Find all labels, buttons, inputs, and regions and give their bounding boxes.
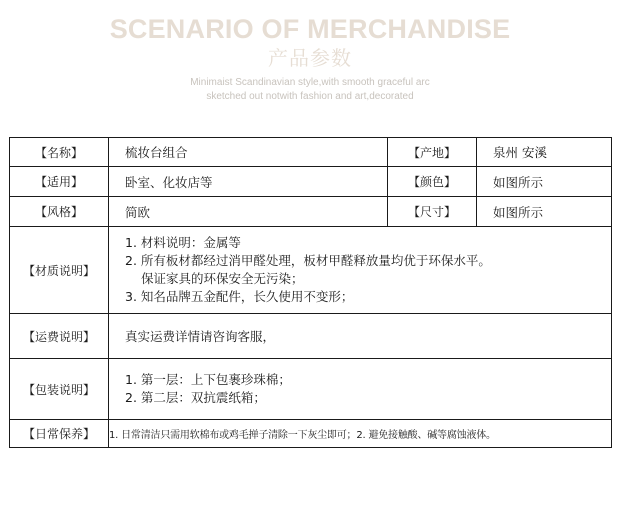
material-lines [109,234,611,306]
color-label: 【颜色】 [388,167,477,197]
package-lines [109,371,611,407]
size-value: 如图所示 [477,197,612,227]
material-label: 【材质说明】 [10,227,109,314]
package-line-2: 2. 第二层：双抗震纸箱； [125,390,266,405]
product-spec-table [9,137,612,448]
header-subtitle: 产品参数 [268,46,352,70]
table-row-material [10,227,612,314]
style-label: 【风格】 [10,197,109,227]
origin-value: 泉州 安溪 [477,138,612,167]
table-row-package [10,359,612,420]
care-label: 【日常保养】 [10,420,109,448]
size-label: 【尺寸】 [388,197,477,227]
table-row-style [10,197,612,227]
table-row-care [10,420,612,448]
shipping-label: 【运费说明】 [10,314,109,359]
table-row-usage [10,167,612,197]
usage-value: 卧室、化妆店等 [109,167,388,197]
table-row-shipping [10,314,612,359]
name-value: 梳妆台组合 [109,138,388,167]
package-label: 【包装说明】 [10,359,109,420]
usage-label: 【适用】 [10,167,109,197]
package-value [109,359,612,420]
style-value: 简欧 [109,197,388,227]
shipping-value: 真实运费详情请咨询客服， [109,314,612,359]
table-row-name [10,138,612,167]
header-description-line-1: Minimaist Scandinavian style,with smooth graceful arc [190,77,430,88]
care-value: 1. 日常清洁只需用软棉布或鸡毛掸子清除一下灰尘即可；2. 避免接触酸、碱等腐蚀液体。 [109,420,612,448]
material-value [109,227,612,314]
material-line-4: 3. 知名品牌五金配件，长久使用不变形； [125,289,354,304]
origin-label: 【产地】 [388,138,477,167]
material-line-2: 2. 所有板材都经过消甲醛处理，板材甲醛释放量均优于环保水平。 [125,253,491,268]
color-value: 如图所示 [477,167,612,197]
material-line-3: 保证家具的环保安全无污染； [141,271,304,286]
material-line-1: 1. 材料说明：金属等 [125,235,241,250]
header-title: SCENARIO OF MERCHANDISE [109,14,511,44]
header-description-line-2: sketched out notwith fashion and art,decorated [206,91,414,102]
page-header [0,0,620,120]
package-line-1: 1. 第一层：上下包裹珍珠棉； [125,372,291,387]
name-label: 【名称】 [10,138,109,167]
